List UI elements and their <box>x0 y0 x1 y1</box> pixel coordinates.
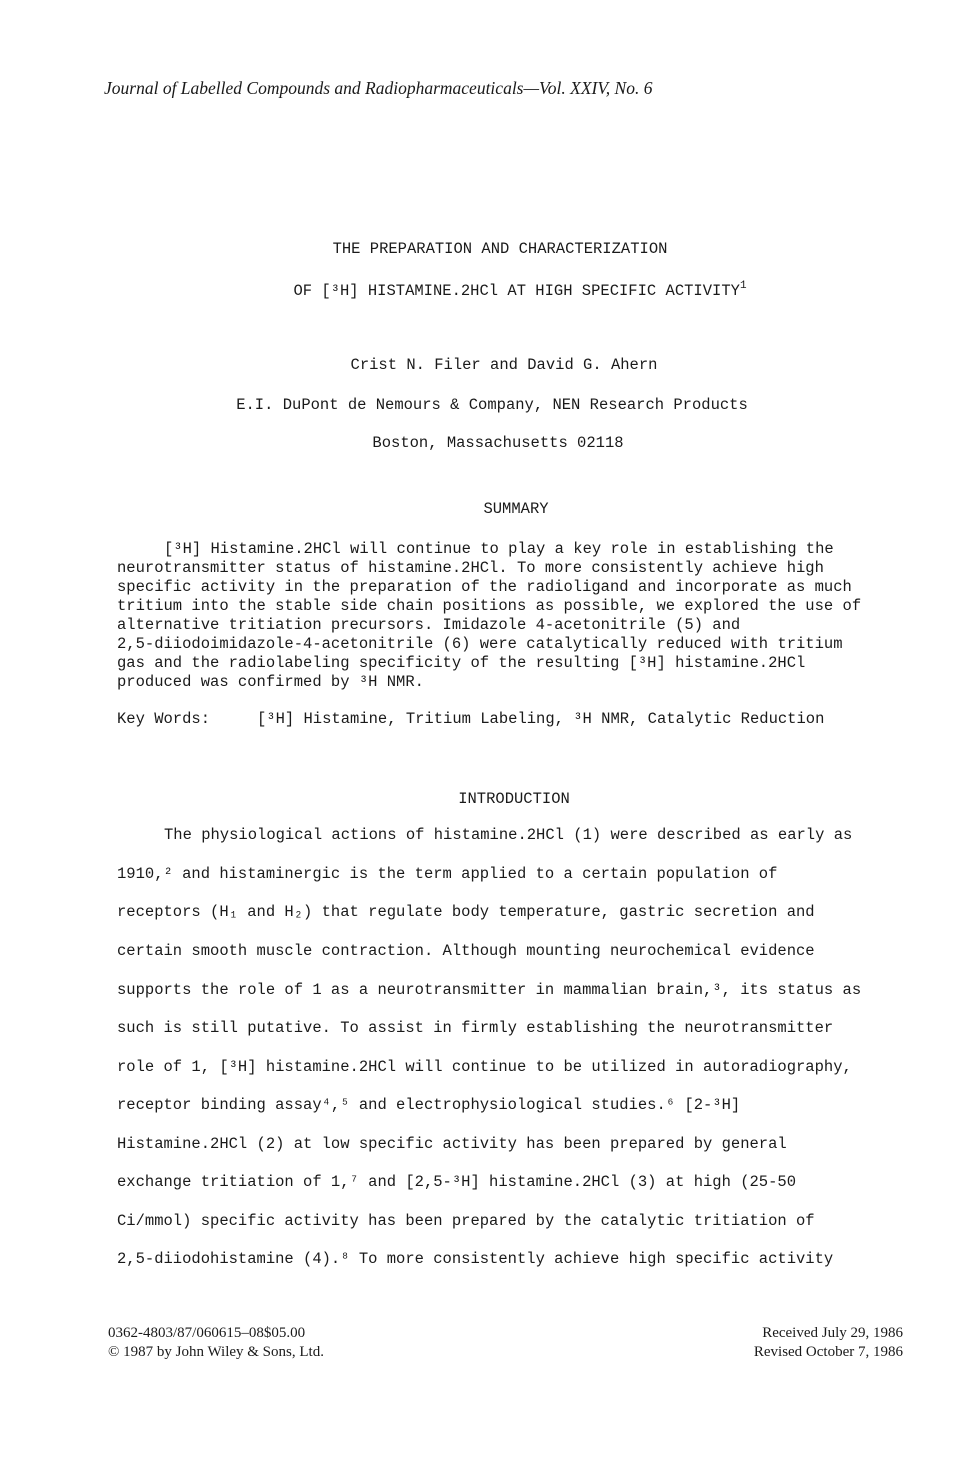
intro-line: supports the role of 1 as a neurotransmitter in mammalian brain,³, its status as <box>117 981 862 999</box>
affiliation-company: E.I. DuPont de Nemours & Company, NEN Research Products <box>236 396 748 414</box>
footer-copyright: © 1987 by John Wiley & Sons, Ltd. <box>108 1344 324 1360</box>
intro-line: receptor binding assay⁴,⁵ and electrophysiological studies.⁶ [2-³H] <box>117 1096 741 1114</box>
summary-line: produced was confirmed by ³H NMR. <box>117 673 424 691</box>
intro-line: certain smooth muscle contraction. Although mounting neurochemical evidence <box>117 942 815 960</box>
summary-line: [³H] Histamine.2HCl will continue to play a key role in establishing the <box>164 540 834 558</box>
intro-line: Ci/mmol) specific activity has been prepared by the catalytic tritiation of <box>117 1212 815 1230</box>
summary-line: neurotransmitter status of histamine.2HCl. To more consistently achieve high <box>117 559 824 577</box>
footer-publication-info <box>108 1324 324 1362</box>
summary-paragraph <box>117 540 887 692</box>
keywords-value: [³H] Histamine, Tritium Labeling, ³H NMR, Catalytic Reduction <box>257 710 825 728</box>
footer-received: Received July 29, 1986 <box>762 1325 903 1341</box>
affiliation-location: Boston, Massachusetts 02118 <box>372 434 624 452</box>
title-footnote-ref: 1 <box>739 280 747 292</box>
intro-line: 2,5-diiodohistamine (4).⁸ To more consistently achieve high specific activity <box>117 1250 834 1268</box>
article-title-text: OF [³H] HISTAMINE.2HCl AT HIGH SPECIFIC ACTIVITY <box>293 282 740 300</box>
footer-code: 0362-4803/87/060615–08$05.00 <box>108 1325 306 1341</box>
intro-line: such is still putative. To assist in firmly establishing the neurotransmitter <box>117 1019 834 1037</box>
keywords <box>117 710 824 728</box>
summary-line: tritium into the stable side chain positions as possible, we explored the use of <box>117 597 862 615</box>
intro-line: Histamine.2HCl (2) at low specific activity has been prepared by general <box>117 1135 787 1153</box>
intro-line: exchange tritiation of 1,⁷ and [2,5-³H] histamine.2HCl (3) at high (25-50 <box>117 1173 797 1191</box>
intro-line: 1910,² and histaminergic is the term applied to a certain population of <box>117 865 778 883</box>
keywords-label: Key Words: <box>117 710 211 728</box>
summary-line: 2,5-diiodoimidazole-4-acetonitrile (6) were catalytically reduced with tritium <box>117 635 843 653</box>
summary-line: gas and the radiolabeling specificity of the resulting [³H] histamine.2HCl <box>117 654 806 672</box>
summary-heading: SUMMARY <box>483 500 549 518</box>
summary-line: specific activity in the preparation of the radioligand and incorporate as much <box>117 578 852 596</box>
intro-line: receptors (H₁ and H₂) that regulate body temperature, gastric secretion and <box>117 903 815 921</box>
journal-header: Journal of Labelled Compounds and Radiopharmaceuticals—Vol. XXIV, No. 6 <box>104 78 653 98</box>
summary-line: alternative tritiation precursors. Imidazole 4-acetonitrile (5) and <box>117 616 741 634</box>
article-title-line-1: THE PREPARATION AND CHARACTERIZATION <box>332 240 668 258</box>
authors: Crist N. Filer and David G. Ahern <box>350 356 658 374</box>
article-title-line-2 <box>32 282 976 300</box>
footer-revised: Revised October 7, 1986 <box>753 1344 903 1360</box>
intro-line: role of 1, [³H] histamine.2HCl will continue to be utilized in autoradiography, <box>117 1058 852 1076</box>
introduction-heading: INTRODUCTION <box>458 790 570 808</box>
footer-dates <box>700 1324 903 1362</box>
intro-line: The physiological actions of histamine.2HCl (1) were described as early as <box>164 826 853 844</box>
